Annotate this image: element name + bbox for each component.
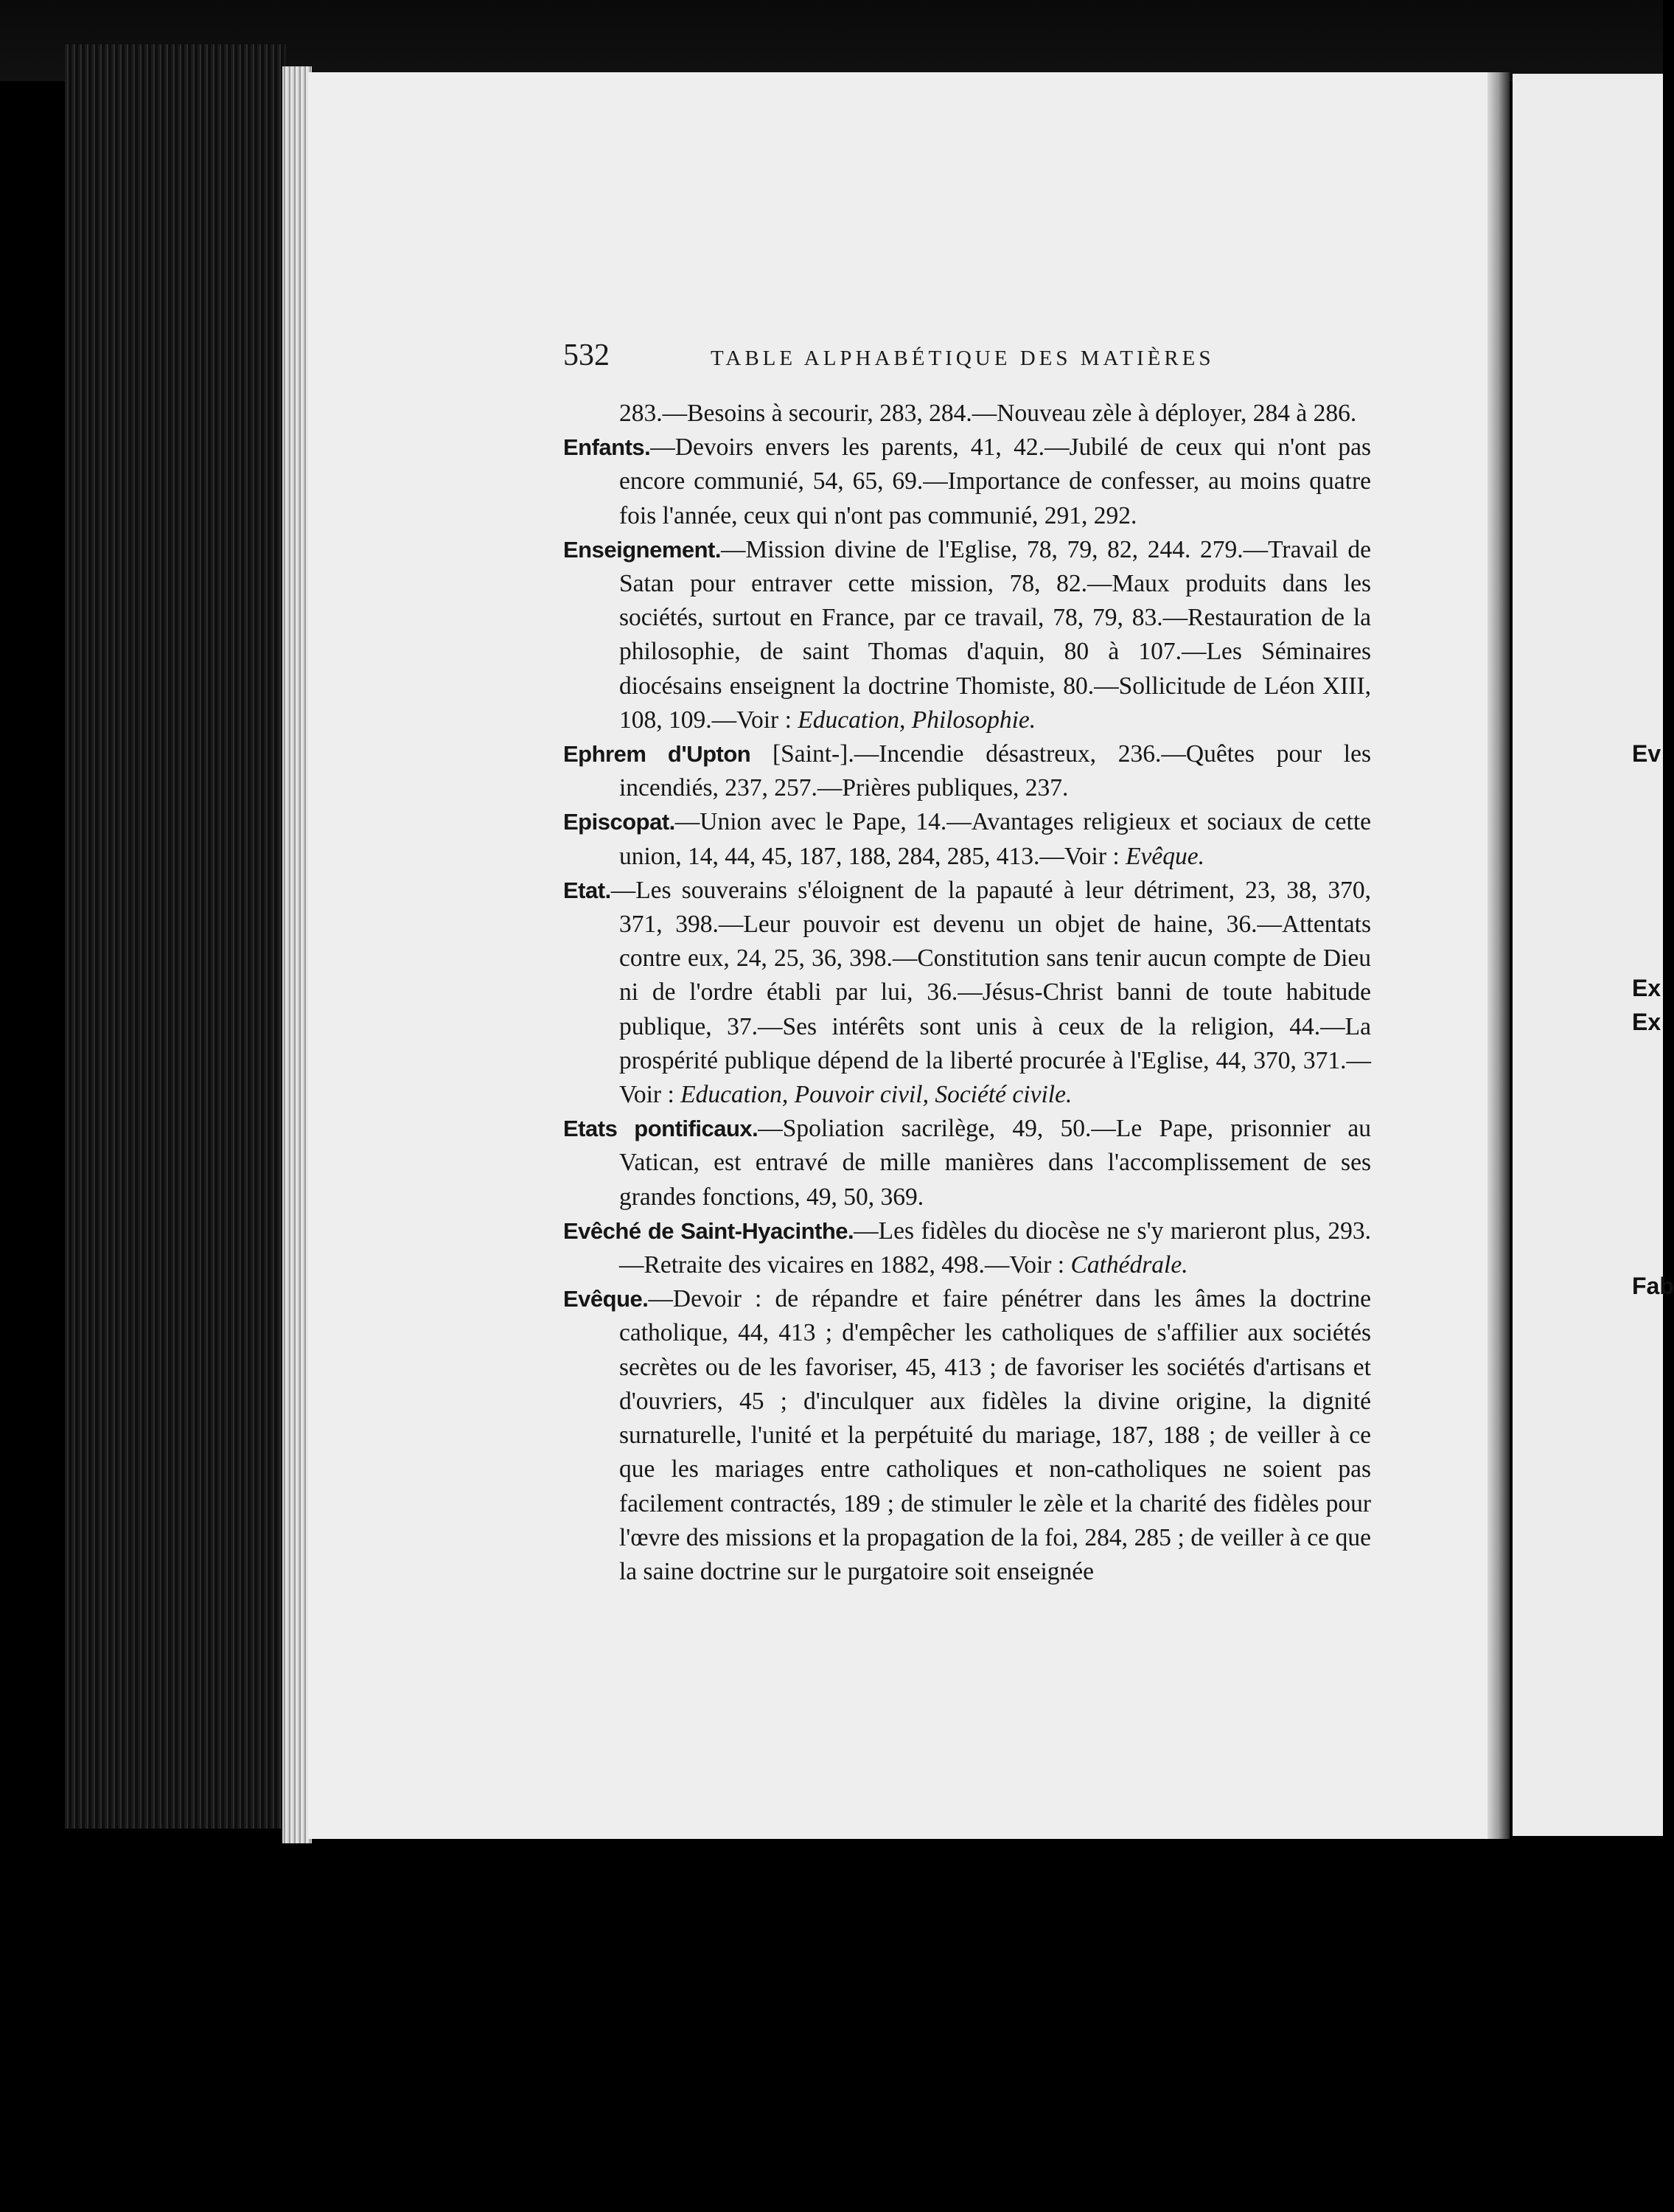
running-title: TABLE ALPHABÉTIQUE DES MATIÈRES	[711, 347, 1215, 370]
facing-page	[1513, 74, 1663, 1836]
entry-term: Etat.	[563, 877, 611, 903]
facing-page-fragment: Ex	[1632, 975, 1661, 1001]
facing-page-fragment: Ex	[1632, 1009, 1661, 1035]
entry-see-also: Education, Pouvoir civil, Société civile.	[680, 1081, 1073, 1109]
page-header	[563, 338, 1433, 375]
index-entry	[563, 1214, 1371, 1282]
entry-text: —Devoir : de répandre et faire pénétrer dans les âmes la doctrine catholique, 44, 413 ; d'empêcher les catholiques de s'affilier aux sociétés secrètes ou de les favoriser, 45, 413 ; de favoriser les sociétés d'artisans et d'ouvriers, 45 ; d'inculquer aux fidèles la divine origine, la dignité surnaturelle, l'unité et la perpétuité du mariage, 187, 188 ; de veiller à ce que les mariages entre catholiques et non-catholiques ne soient pas facilement contractés, 189 ; de stimuler le zèle et la charité des fidèles pour l'œvre des missions et la propagation de la foi, 284, 285 ; de veiller à ce que la saine doctrine sur le purgatoire soit enseignée	[619, 1285, 1371, 1585]
page-number: 532	[563, 338, 610, 372]
index-entry	[563, 533, 1371, 737]
index-entry	[563, 737, 1371, 805]
entry-text: —Spoliation sacrilège, 49, 50.—Le Pape, prisonnier au Vatican, est entravé de mille manières dans l'accomplissement de ses grandes fonctions, 49, 50, 369.	[619, 1115, 1371, 1211]
entry-text: —Les fidèles du diocèse ne s'y marieront plus, 293.—Retraite des vicaires en 1882, 498.—Voir :	[619, 1217, 1371, 1279]
entry-text: —Les souverains s'éloignent de la papauté à leur détriment, 23, 38, 370, 371, 398.—Leur pouvoir est devenu un objet de haine, 36.—Attentats contre eux, 24, 25, 36, 398.—Constitution sans tenir aucun compte de Dieu ni de l'ordre établi par lui, 36.—Jésus-Christ banni de toute habitude publique, 37.—Ses intérêts sont unis à ceux de la religion, 44.—La prospérité publique dépend de la liberté procurée à l'Eglise, 44, 370, 371.—Voir :	[610, 876, 1371, 1109]
entry-text: [Saint-].—Incendie désastreux, 236.—Quêtes pour les incendiés, 237, 257.—Prières publiques, 237.	[619, 740, 1372, 802]
entry-term: Episcopat.	[563, 809, 675, 835]
facing-page-fragment: Ev	[1632, 740, 1661, 767]
book-binding	[65, 44, 286, 1829]
entry-text: 283.—Besoins à secourir, 283, 284.—Nouveau zèle à déployer, 284 à 286.	[619, 400, 1357, 427]
entry-text: —Union avec le Pape, 14.—Avantages religieux et sociaux de cette union, 14, 44, 45, 187, 188, 284, 285, 413.—Voir :	[619, 808, 1371, 870]
entry-text: —Devoirs envers les parents, 41, 42.—Jubilé de ceux qui n'ont pas encore communié, 54, 65, 69.—Importance de confesser, au moins quatre fois l'année, ceux qui n'ont pas communié, 291, 292.	[619, 434, 1371, 529]
index-text	[563, 397, 1371, 1589]
entry-term: Ephrem d'Upton	[563, 741, 751, 768]
entry-see-also: Evêque.	[1126, 842, 1205, 870]
entry-see-also: Cathédrale.	[1070, 1251, 1188, 1279]
entry-see-also: Education, Philosophie.	[798, 706, 1036, 734]
index-entry	[563, 397, 1371, 431]
entry-term: Enfants.	[563, 434, 651, 461]
entry-term: Evêché de Saint-Hyacinthe.	[563, 1217, 854, 1244]
entry-text: —Mission divine de l'Eglise, 78, 79, 82, 244. 279.—Travail de Satan pour entraver cette mission, 78, 82.—Maux produits dans les sociétés, surtout en France, par ce travail, 78, 79, 83.—Restauration de la philosophie, de saint Thomas d'aquin, 80 à 107.—Les Séminaires diocésains enseignent la doctrine Thomiste, 80.—Sollicitude de Léon XIII, 108, 109.—Voir :	[619, 535, 1371, 734]
page-edges	[282, 66, 312, 1843]
entry-term: Evêque.	[563, 1286, 649, 1312]
facing-page-fragment: Fab	[1632, 1273, 1674, 1299]
index-entry	[563, 805, 1371, 873]
entry-term: Enseignement.	[563, 536, 721, 563]
page-gutter	[1488, 72, 1510, 1839]
entry-term: Etats pontificaux.	[563, 1116, 758, 1142]
index-entry	[563, 874, 1371, 1112]
index-entry	[563, 1282, 1371, 1589]
index-entry	[563, 431, 1371, 533]
index-entry	[563, 1112, 1371, 1214]
